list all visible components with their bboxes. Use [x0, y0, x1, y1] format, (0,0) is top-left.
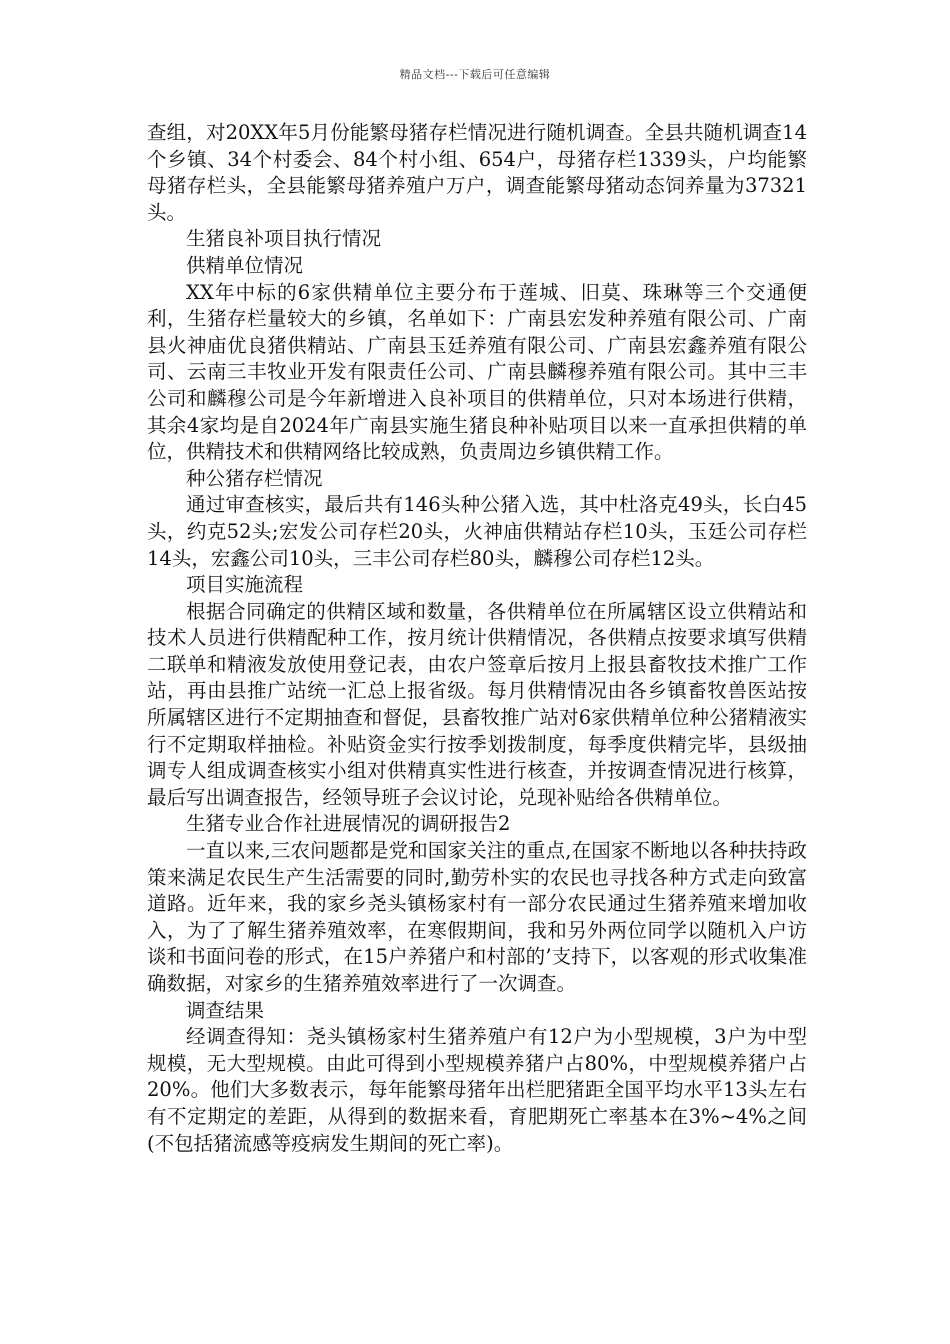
heading-breeding-subsidy: 生猪良补项目执行情况 [186, 227, 382, 251]
paragraph-survey-results: 经调查得知：尧头镇杨家村生猪养殖户有12户为小型规模，3户为中型规模，无大型规模。由此可得到小型规模养猪户占80%，中型规模养猪户占20%。他们大多数表示，每年能繁母猪年出栏肥猪距全国平均水平13头左右有不定期定的差距，从得到的数据来看，育肥期死亡率基本在3%~4%之间(不包括猪流感等疫病发生期间的死亡率)。 [147, 1025, 807, 1155]
paragraph-semen-suppliers: XX年中标的6家供精单位主要分布于莲城、旧莫、珠琳等三个交通便利，生猪存栏量较大的乡镇，名单如下：广南县宏发种养殖有限公司、广南县火神庙优良猪供精站、广南县玉廷养殖有限公司、广南县宏鑫养殖有限公司、云南三丰牧业开发有限责任公司、广南县麟穆养殖有限公司。其中三丰公司和麟穆公司是今年新增进入良补项目的供精单位，只对本场进行供精，其余4家均是自2024年广南县实施生猪良种补贴项目以来一直承担供精的单位，供精技术和供精网络比较成熟，负责周边乡镇供精工作。 [147, 280, 807, 464]
paragraph-research-intro: 一直以来,三农问题都是党和国家关注的重点,在国家不断地以各种扶持政策来满足农民生产生活需要的同时,勤劳朴实的农民也寻找各种方式走向致富道路。近年来，我的家乡尧头镇杨家村有一部分农民通过生猪养殖来增加收入，为了了解生猪养殖效率，在寒假期间，我和另外两位同学以随机入户访谈和书面问卷的形式，在15户养猪户和村部的’支持下，以客观的形式收集准确数据，对家乡的生猪养殖效率进行了一次调查。 [147, 839, 807, 995]
heading-research-report-2: 生猪专业合作社进展情况的调研报告2 [186, 812, 511, 836]
heading-boar-stock: 种公猪存栏情况 [186, 466, 323, 490]
paragraph-intro: 查组，对20XX年5月份能繁母猪存栏情况进行随机调查。全县共随机调查14个乡镇、34个村委会、84个村小组、654户，母猪存栏1339头，户均能繁母猪存栏头，全县能繁母猪养殖户万户，调查能繁母猪动态饲养量为37321头。 [147, 121, 807, 224]
paragraph-boar-stock: 通过审查核实，最后共有146头种公猪入选，其中杜洛克49头，长白45头，约克52头;宏发公司存栏20头，火神庙供精站存栏10头，玉廷公司存栏14头，宏鑫公司10头，三丰公司存栏80头，麟穆公司存栏12头。 [147, 493, 807, 570]
heading-semen-suppliers: 供精单位情况 [186, 253, 304, 277]
heading-project-process: 项目实施流程 [186, 573, 304, 597]
paragraph-project-process: 根据合同确定的供精区域和数量，各供精单位在所属辖区设立供精站和技术人员进行供精配种工作，按月统计供精情况，各供精点按要求填写供精二联单和精液发放使用登记表，由农户签章后按月上报县畜牧技术推广工作站，再由县推广站统一汇总上报省级。每月供精情况由各乡镇畜牧兽医站按所属辖区进行不定期抽查和督促，县畜牧推广站对6家供精单位种公猪精液实行不定期取样抽检。补贴资金实行按季划拨制度，每季度供精完毕，县级抽调专人组成调查核实小组对供精真实性进行核查，并按调查情况进行核算，最后写出调查报告，经领导班子会议讨论，兑现补贴给各供精单位。 [147, 599, 807, 809]
page-header: 精品文档---下载后可任意编辑 [399, 68, 551, 81]
document-body [147, 120, 807, 1157]
heading-survey-results: 调查结果 [186, 998, 265, 1022]
